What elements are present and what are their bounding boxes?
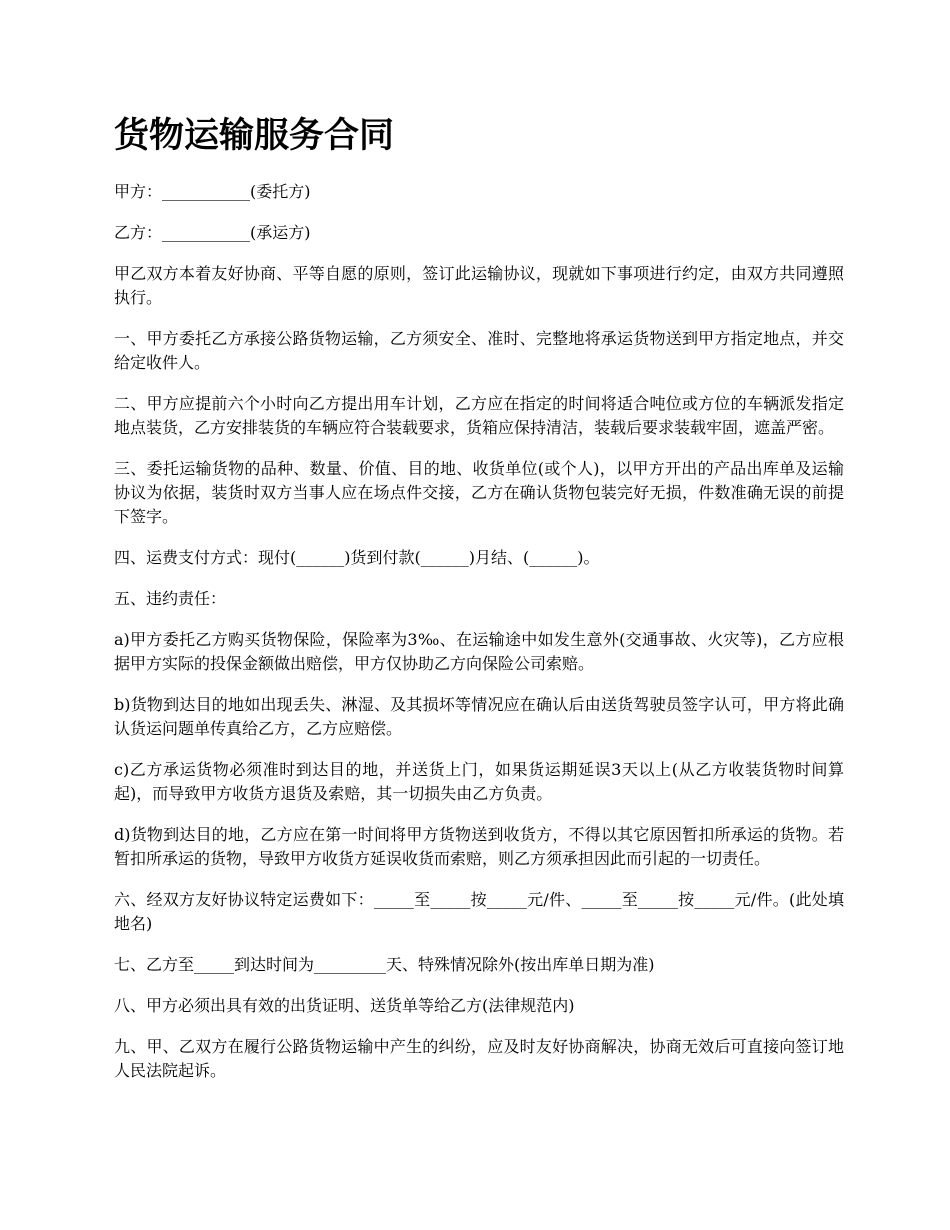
clause-5a: a)甲方委托乙方购买货物保险，保险率为3‰、在运输途中如发生意外(交通事故、火灾等)，乙方应根据甲方实际的投保金额做出赔偿，甲方仅协助乙方向保险公司索赔。 bbox=[114, 630, 844, 673]
party-b-line: 乙方：___________(承运方) bbox=[114, 223, 311, 242]
preamble-paragraph: 甲乙双方本着友好协商、平等自愿的原则，签订此运输协议，现就如下事项进行约定，由双方共同遵照执行。 bbox=[114, 264, 844, 307]
party-a-line: 甲方：___________(委托方) bbox=[114, 182, 311, 201]
clause-8: 八、甲方必须出具有效的出货证明、送货单等给乙方(法律规范内) bbox=[114, 996, 575, 1015]
document-page bbox=[114, 112, 844, 1100]
clause-5b: b)货物到达目的地如出现丢失、淋湿、及其损坏等情况应在确认后由送货驾驶员签字认可，甲方将此确认货运问题单传真给乙方，乙方应赔偿。 bbox=[114, 695, 844, 738]
clause-6: 六、经双方友好协议特定运费如下：_____至_____按_____元/件、_____至_____按_____元/件。(此处填地名) bbox=[114, 890, 844, 933]
clause-1: 一、甲方委托乙方承接公路货物运输，乙方须安全、准时、完整地将承运货物送到甲方指定地点，并交给定收件人。 bbox=[114, 329, 844, 372]
clause-5c: c)乙方承运货物必须准时到达目的地，并送货上门，如果货运期延误3天以上(从乙方收装货物时间算起)，而导致甲方收货方退货及索赔，其一切损失由乙方负责。 bbox=[114, 760, 844, 803]
clause-2: 二、甲方应提前六个小时向乙方提出用车计划，乙方应在指定的时间将适合吨位或方位的车辆派发指定地点装货，乙方安排装货的车辆应符合装载要求，货箱应保持清洁，装载后要求装载牢固，遮盖严密。 bbox=[114, 394, 844, 437]
clause-9: 九、甲、乙双方在履行公路货物运输中产生的纠纷，应及时友好协商解决，协商无效后可直接向签订地人民法院起诉。 bbox=[114, 1037, 844, 1080]
clause-7: 七、乙方至_____到达时间为_________天、特殊情况除外(按出库单日期为准) bbox=[114, 955, 655, 974]
document-title: 货物运输服务合同 bbox=[114, 116, 395, 156]
clause-4-payment: 四、运费支付方式：现付(______)货到付款(______)月结、(______)。 bbox=[114, 548, 600, 567]
clause-5-heading: 五、违约责任： bbox=[114, 589, 227, 608]
clause-3: 三、委托运输货物的品种、数量、价值、目的地、收货单位(或个人)，以甲方开出的产品出库单及运输协议为依据，装货时双方当事人应在场点件交接，乙方在确认货物包装完好无损，件数准确无误的前提下签字。 bbox=[114, 459, 844, 526]
clause-5d: d)货物到达目的地，乙方应在第一时间将甲方货物送到收货方，不得以其它原因暂扣所承运的货物。若暂扣所承运的货物，导致甲方收货方延误收货而索赔，则乙方须承担因此而引起的一切责任。 bbox=[114, 825, 844, 868]
